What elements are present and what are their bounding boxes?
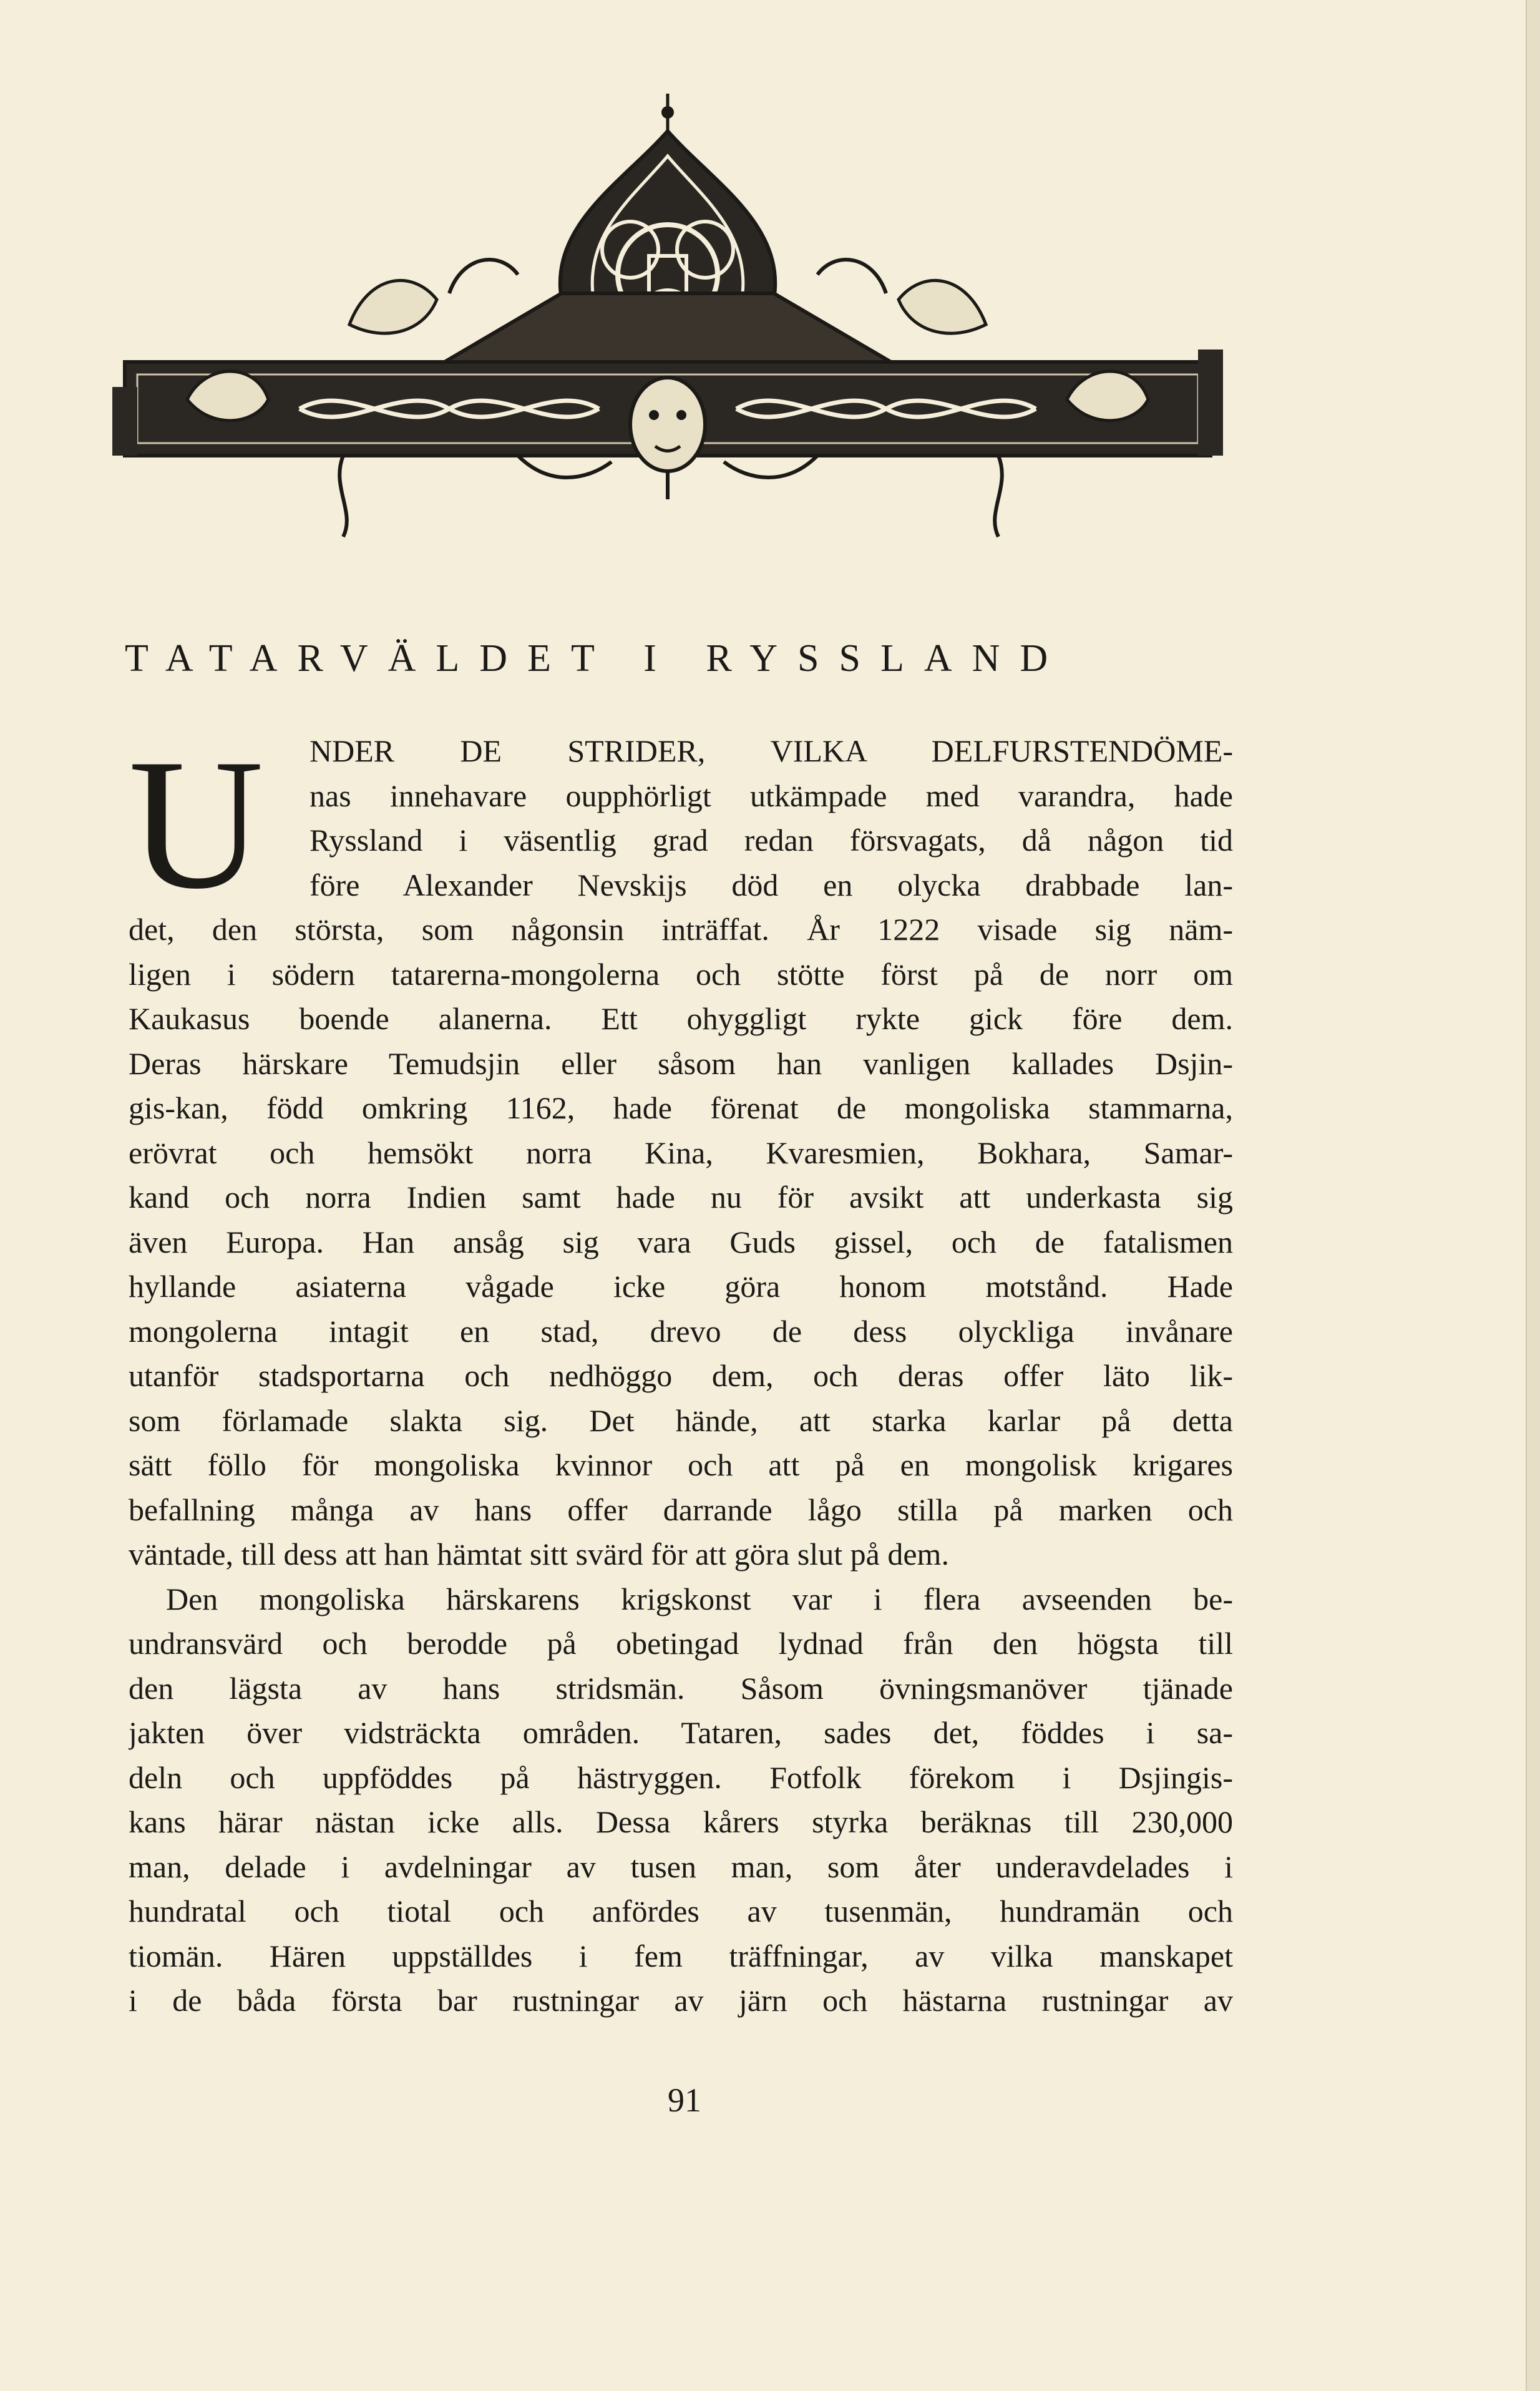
text-line: kand och norra Indien samt hade nu för avsikt att underkasta sig bbox=[129, 1180, 1233, 1215]
text-line: kans härar nästan icke alls. Dessa kårers styrka beräknas till 230,000 bbox=[129, 1804, 1233, 1839]
text-line: gis-kan, född omkring 1162, hade förenat de mongoliska stammarna, bbox=[129, 1090, 1233, 1125]
text-line: hyllande asiaterna vågade icke göra honom motstånd. Hade bbox=[129, 1269, 1233, 1304]
text-line: Deras härskare Temudsjin eller såsom han vanligen kallades Dsjin- bbox=[129, 1045, 1233, 1081]
text-line: i de båda första bar rustningar av järn och hästarna rustningar av bbox=[129, 1983, 1233, 2018]
text-line: Kaukasus boende alanerna. Ett ohyggligt rykte gick före dem. bbox=[129, 1001, 1233, 1036]
text-line: undransvärd och berodde på obetingad lydnad från den högsta till bbox=[129, 1626, 1233, 1661]
text-line: mongolerna intagit en stad, drevo de dess olyckliga invånare bbox=[129, 1313, 1233, 1349]
page-number: 91 bbox=[668, 2081, 701, 2119]
text-line: väntade, till dess att han hämtat sitt svärd för att göra slut på dem. bbox=[129, 1537, 949, 1572]
text-line: sätt föllo för mongoliska kvinnor och att på en mongolisk krigares bbox=[129, 1447, 1233, 1482]
body-text bbox=[129, 720, 1233, 2023]
text-line: man, delade i avdelningar av tusen man, som åter underavdelades i bbox=[129, 1849, 1233, 1884]
page-edge bbox=[1526, 0, 1540, 2391]
ornament-illustration bbox=[112, 87, 1235, 587]
text-line: ligen i södern tatarerna-mongolerna och stötte först på de norr om bbox=[129, 956, 1233, 992]
text-line: jakten över vidsträckta områden. Tataren, sades det, föddes i sa- bbox=[129, 1715, 1233, 1750]
drop-cap: U bbox=[129, 720, 264, 927]
text-line: deln och uppföddes på hästryggen. Fotfolk förekom i Dsjingis- bbox=[129, 1759, 1233, 1795]
text-line: det, den största, som någonsin inträffat. År 1222 visade sig näm- bbox=[129, 912, 1233, 947]
text-line: den lägsta av hans stridsmän. Såsom övningsmanöver tjänade bbox=[129, 1670, 1233, 1706]
text-line: erövrat och hemsökt norra Kina, Kvaresmien, Bokhara, Samar- bbox=[129, 1135, 1233, 1170]
text-line: även Europa. Han ansåg sig vara Guds gissel, och de fatalismen bbox=[129, 1224, 1233, 1259]
text-line: tiomän. Hären uppställdes i fem träffningar, av vilka manskapet bbox=[129, 1938, 1233, 1973]
chapter-title: TATARVÄLDET I RYSSLAND bbox=[125, 637, 1068, 680]
text-line: hundratal och tiotal och anfördes av tusenmän, hundramän och bbox=[129, 1894, 1233, 1929]
text-line: Ryssland i väsentlig grad redan försvagats, då någon tid bbox=[309, 823, 1233, 858]
headpiece-ornament bbox=[112, 87, 1235, 587]
text-line: utanför stadsportarna och nedhöggo dem, och deras offer läto lik- bbox=[129, 1358, 1233, 1393]
text-line: befallning många av hans offer darrande lågo stilla på marken och bbox=[129, 1492, 1233, 1527]
text-line: nas innehavare oupphörligt utkämpade med varandra, hade bbox=[309, 778, 1233, 813]
text-line: Den mongoliska härskarens krigskonst var i flera avseenden be- bbox=[166, 1581, 1233, 1616]
text-line: som förlamade slakta sig. Det hände, att starka karlar på detta bbox=[129, 1402, 1233, 1438]
text-line: före Alexander Nevskijs död en olycka drabbade lan- bbox=[309, 867, 1233, 902]
first-line-caps: NDER DE STRIDER, VILKA DELFURSTENDÖME- bbox=[309, 733, 1233, 768]
